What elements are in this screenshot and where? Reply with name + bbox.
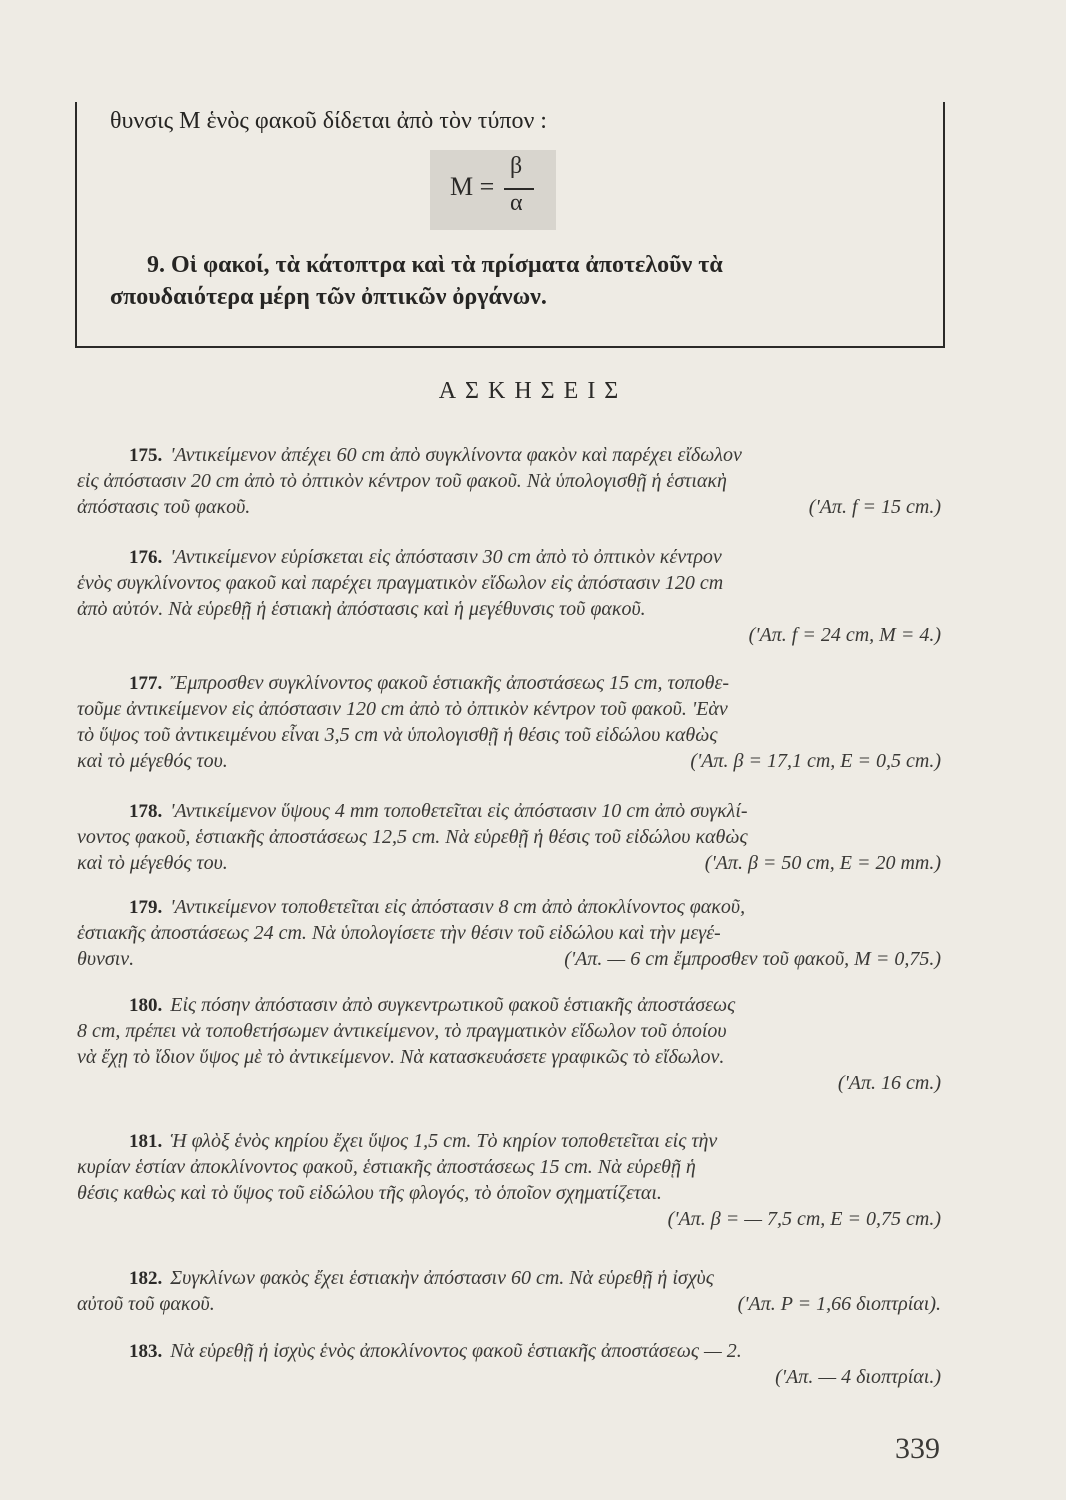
exercise-text: ἑνὸς συγκλίνοντος φακοῦ καὶ παρέχει πραγματικὸν εἴδωλον εἰς ἀπόστασιν 120 cm: [77, 572, 724, 594]
exercise-text: 8 cm, πρέπει νὰ τοποθετήσωμεν ἀντικείμενον, τὸ πραγματικὸν εἴδωλον τοῦ ὁποίου: [77, 1020, 727, 1042]
exercise-text: Συγκλίνων φακὸς ἔχει ἑστιακὴν ἀπόστασιν 60 cm. Νὰ εὑρεθῇ ἡ ἰσχὺς: [170, 1267, 714, 1289]
exercise-text: νοντος φακοῦ, ἑστιακῆς ἀποστάσεως 12,5 cm. Νὰ εὑρεθῇ ἡ θέσις τοῦ εἰδώλου καθὼς: [77, 826, 748, 848]
exercise-number: 179.: [129, 897, 163, 918]
exercise-number: 175.: [129, 445, 163, 466]
exercise-answer: ('Απ. f = 24 cm, M = 4.): [748, 624, 941, 646]
exercise-text: 'Αντικείμενον ὕψους 4 mm τοποθετεῖται εἰς ἀπόστασιν 10 cm ἀπὸ συγκλί-: [170, 800, 748, 822]
exercise-181: [77, 1130, 941, 1234]
exercise-answer: ('Απ. — 6 cm ἔμπροσθεν τοῦ φακοῦ, M = 0,75.): [564, 948, 941, 970]
exercise-text: 'Αντικείμενον εὑρίσκεται εἰς ἀπόστασιν 30 cm ἀπὸ τὸ ὀπτικὸν κέντρον: [170, 546, 722, 568]
exercise-answer: ('Απ. β = 50 cm, E = 20 mm.): [704, 852, 941, 874]
summary-box: [75, 102, 945, 348]
exercise-text: θυνσιν.: [77, 948, 135, 970]
exercise-answer: ('Απ. f = 15 cm.): [808, 496, 941, 518]
magnification-formula: [430, 150, 556, 230]
exercise-text: καὶ τὸ μέγεθός του.: [77, 750, 228, 772]
exercise-text: αὐτοῦ τοῦ φακοῦ.: [77, 1293, 215, 1315]
exercise-number: 177.: [129, 673, 163, 694]
exercise-text: ἑστιακῆς ἀποστάσεως 24 cm. Νὰ ὑπολογίσετε τὴν θέσιν τοῦ εἰδώλου καὶ τὴν μεγέ-: [77, 922, 721, 944]
exercise-text: τοῦμε ἀντικείμενον εἰς ἀπόστασιν 120 cm ἀπὸ τὸ ὀπτικὸν κέντρον τοῦ φακοῦ. 'Εὰν: [77, 698, 728, 720]
exercise-text: ἀπὸ αὐτόν. Νὰ εὑρεθῇ ἡ ἑστιακὴ ἀπόστασις καὶ ἡ μεγέθυνσις τοῦ φακοῦ.: [77, 598, 646, 620]
exercise-answer: ('Απ. P = 1,66 διοπτρίαι).: [737, 1293, 941, 1315]
exercise-text: τὸ ὕψος τοῦ ἀντικειμένου εἶναι 3,5 cm νὰ ὑπολογισθῇ ἡ θέσις τοῦ εἰδώλου καθὼς: [77, 724, 718, 746]
exercise-177: [77, 672, 941, 776]
exercise-178: [77, 800, 941, 878]
exercise-183: [77, 1340, 941, 1392]
exercise-number: 181.: [129, 1131, 163, 1152]
exercise-175: [77, 444, 941, 522]
formula-denominator: α: [510, 190, 523, 216]
exercise-text: νὰ ἔχῃ τὸ ἴδιον ὕψος μὲ τὸ ἀντικείμενον. Νὰ κατασκευάσετε γραφικῶς τὸ εἴδωλον.: [77, 1046, 725, 1068]
exercise-182: [77, 1267, 941, 1319]
exercise-text: Ἡ φλὸξ ἑνὸς κηρίου ἔχει ὕψος 1,5 cm. Τὸ κηρίον τοποθετεῖται εἰς τὴν: [170, 1130, 718, 1152]
exercise-text: καὶ τὸ μέγεθός του.: [77, 852, 228, 874]
exercise-text: ἀπόστασις τοῦ φακοῦ.: [77, 496, 251, 518]
exercise-answer: ('Απ. β = 17,1 cm, E = 0,5 cm.): [690, 750, 941, 772]
exercise-number: 182.: [129, 1268, 163, 1289]
box-text-line: θυνσις M ἑνὸς φακοῦ δίδεται ἀπὸ τὸν τύπον :: [110, 108, 547, 134]
exercise-text: θέσις καθὼς καὶ τὸ ὕψος τοῦ εἰδώλου τῆς φλογός, τὸ ὁποῖον σχηματίζεται.: [77, 1182, 662, 1204]
exercise-text: Ἔμπροσθεν συγκλίνοντος φακοῦ ἑστιακῆς ἀποστάσεως 15 cm, τοποθε-: [170, 672, 730, 694]
exercise-text: 'Αντικείμενον ἀπέχει 60 cm ἀπὸ συγκλίνοντα φακὸν καὶ παρέχει εἴδωλον: [170, 444, 742, 466]
exercise-number: 180.: [129, 995, 163, 1016]
exercise-179: [77, 896, 941, 974]
exercise-answer: ('Απ. — 4 διοπτρίαι.): [775, 1366, 941, 1388]
exercise-number: 176.: [129, 547, 163, 568]
exercise-text: κυρίαν ἑστίαν ἀποκλίνοντος φακοῦ, ἑστιακῆς ἀποστάσεως 15 cm. Νὰ εὑρεθῇ ἡ: [77, 1156, 696, 1178]
page-number: 339: [895, 1432, 940, 1465]
exercise-text: 'Αντικείμενον τοποθετεῖται εἰς ἀπόστασιν 8 cm ἀπὸ ἀποκλίνοντος φακοῦ,: [170, 896, 746, 918]
exercise-answer: ('Απ. 16 cm.): [837, 1072, 941, 1094]
exercise-176: [77, 546, 941, 650]
formula-numerator: β: [510, 153, 523, 179]
exercise-180: [77, 994, 941, 1098]
exercises-heading: ΑΣΚΗΣΕΙΣ: [438, 378, 628, 404]
exercise-text: Εἰς πόσην ἀπόστασιν ἀπὸ συγκεντρωτικοῦ φακοῦ ἑστιακῆς ἀποστάσεως: [170, 994, 736, 1016]
exercise-number: 183.: [129, 1341, 163, 1362]
formula-lhs: M =: [450, 172, 495, 201]
exercise-answer: ('Απ. β = — 7,5 cm, E = 0,75 cm.): [667, 1208, 941, 1230]
exercise-text: Νὰ εὑρεθῇ ἡ ἰσχὺς ἑνὸς ἀποκλίνοντος φακοῦ ἑστιακῆς ἀποστάσεως — 2.: [170, 1340, 742, 1362]
point-9-line1: 9. Οἱ φακοί, τὰ κάτοπτρα καὶ τὰ πρίσματα ἀποτελοῦν τὰ: [147, 252, 723, 278]
exercise-text: εἰς ἀπόστασιν 20 cm ἀπὸ τὸ ὀπτικὸν κέντρον τοῦ φακοῦ. Νὰ ὑπολογισθῇ ἡ ἑστιακὴ: [77, 470, 727, 492]
exercise-number: 178.: [129, 801, 163, 822]
point-9-line2: σπουδαιότερα μέρη τῶν ὀπτικῶν ὀργάνων.: [110, 284, 547, 310]
